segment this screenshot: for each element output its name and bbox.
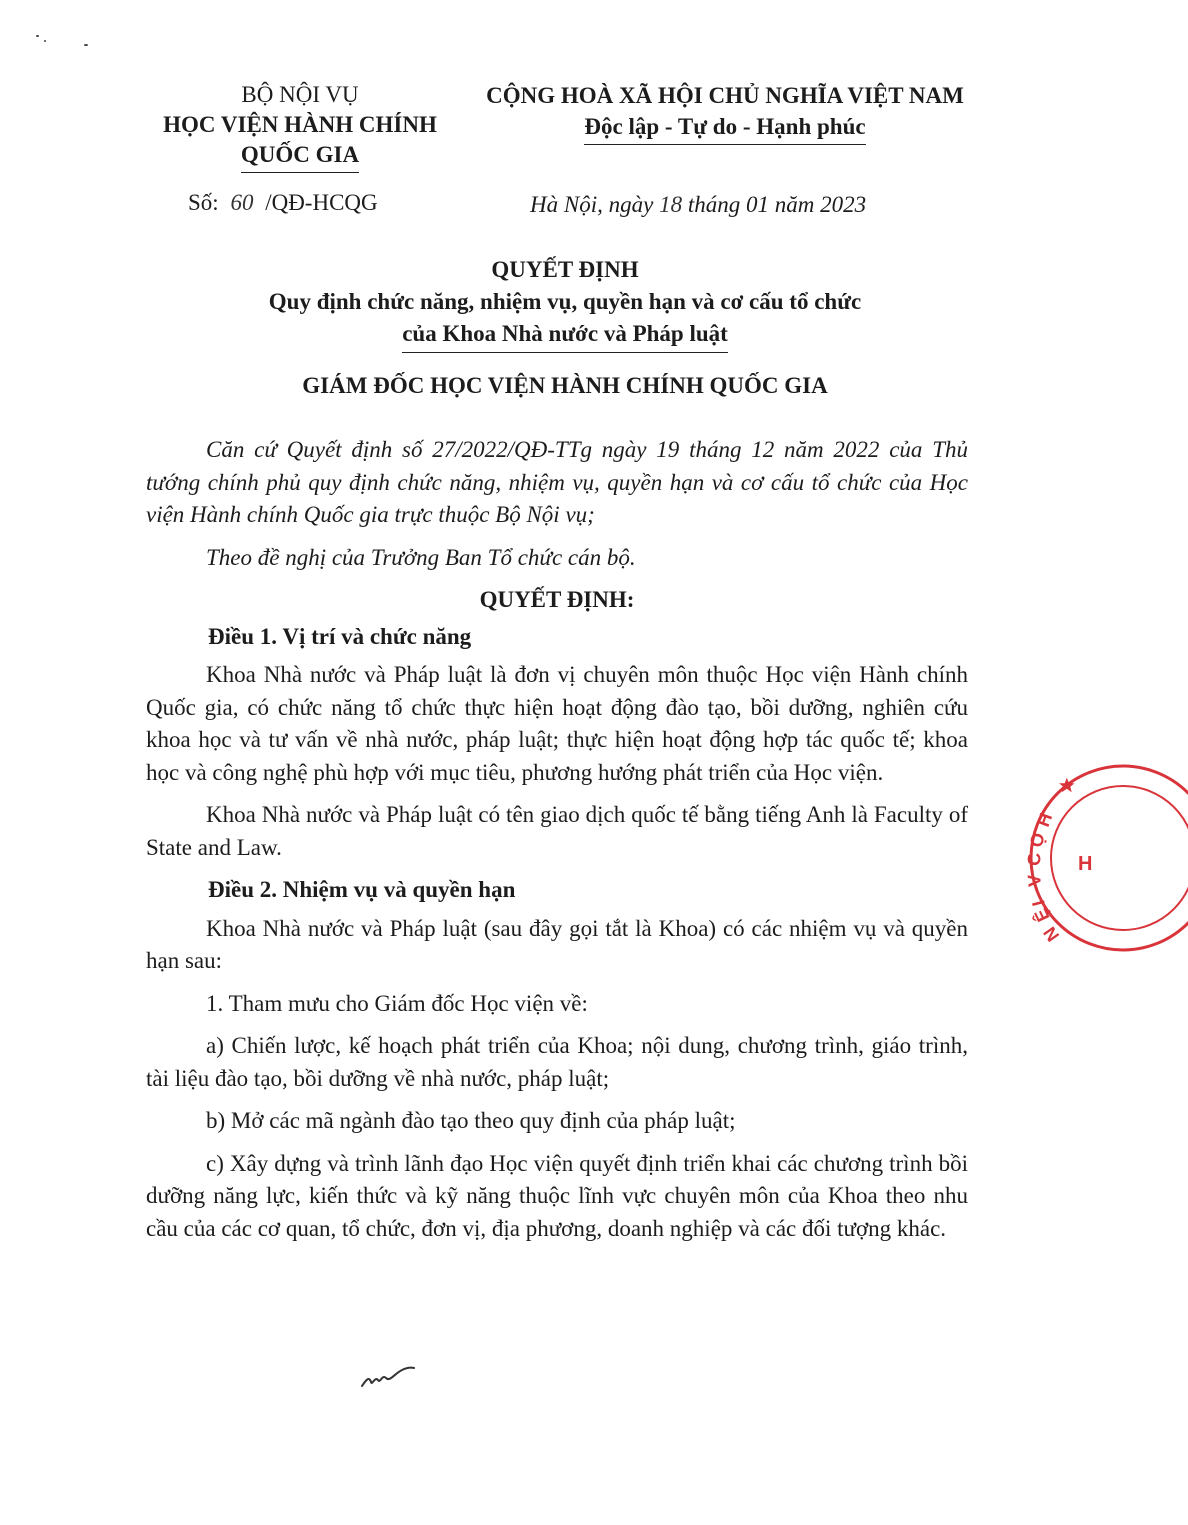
document-body bbox=[146, 434, 968, 1255]
handwritten-day: 18 bbox=[659, 192, 683, 217]
document-number-prefix: Số: bbox=[188, 190, 219, 215]
document-type: QUYẾT ĐỊNH bbox=[491, 257, 639, 282]
article-1-paragraph: Khoa Nhà nước và Pháp luật có tên giao dịch quốc tế bằng tiếng Anh là Faculty of State and Law. bbox=[146, 802, 968, 860]
scan-speck bbox=[84, 44, 88, 46]
issue-date bbox=[530, 192, 866, 218]
issuing-agency-block bbox=[140, 80, 460, 173]
svg-text:Ọ: Ọ bbox=[1026, 831, 1049, 849]
article-2-intro: Khoa Nhà nước và Pháp luật (sau đây gọi tắt là Khoa) có các nhiệm vụ và quyền hạn sau: bbox=[146, 915, 968, 973]
decision-heading: QUYẾT ĐỊNH: bbox=[479, 587, 635, 612]
svg-text:H: H bbox=[1078, 853, 1093, 875]
institution-name-line1: HỌC VIỆN HÀNH CHÍNH bbox=[163, 112, 437, 137]
svg-text:I: I bbox=[1028, 898, 1049, 909]
article-1-paragraph: Khoa Nhà nước và Pháp luật là đơn vị chuyên môn thuộc Học viện Hành chính Quốc gia, có chức năng tổ chức thực hiện hoạt động đào tạo, bồi dưỡng, nghiên cứu khoa học và tư vấn về nhà nước, pháp luật; thực hiện hoạt động hợp tác quốc tế; khoa học và công nghệ phù hợp với mục tiêu, phương hướng phát triển của Học viện. bbox=[146, 662, 968, 785]
date-prefix: Hà Nội, ngày bbox=[530, 192, 654, 217]
document-number-suffix: /QĐ-HCQG bbox=[265, 190, 378, 215]
article-2-item-c: c) Xây dựng và trình lãnh đạo Học viện quyết định triển khai các chương trình bồi dưỡng năng lực, kiến thức và kỹ năng thuộc lĩnh vực chuyên môn của Khoa theo nhu cầu của các cơ quan, tổ chức, đơn vị, địa phương, doanh nghiệp và các đối tượng khác. bbox=[146, 1150, 968, 1241]
legal-basis: Căn cứ Quyết định số 27/2022/QĐ-TTg ngày 19 tháng 12 năm 2022 của Thủ tướng chính phủ quy định chức năng, nhiệm vụ, quyền hạn và cơ cấu tổ chức của Học viện Hành chính Quốc gia trực thuộc Bộ Nội vụ; bbox=[146, 437, 968, 527]
article-2-item-a: a) Chiến lược, kế hoạch phát triển của Khoa; nội dung, chương trình, giáo trình, tài liệu đào tạo, bồi dưỡng về nhà nước, pháp luật; bbox=[146, 1033, 968, 1091]
institution-name-line2: QUỐC GIA bbox=[241, 140, 359, 173]
document-number bbox=[188, 190, 378, 216]
svg-text:V: V bbox=[1024, 873, 1045, 888]
handwritten-number: 60 bbox=[230, 190, 254, 215]
republic-name: CỘNG HOÀ XÃ HỘI CHỦ NGHĨA VIỆT NAM bbox=[486, 83, 964, 108]
proposal-basis: Theo đề nghị của Trưởng Ban Tổ chức cán bộ. bbox=[206, 544, 636, 570]
article-2-item-1: 1. Tham mưu cho Giám đốc Học viện về: bbox=[206, 990, 588, 1016]
national-header-block bbox=[470, 80, 980, 145]
subject-line-1: Quy định chức năng, nhiệm vụ, quyền hạn và cơ cấu tổ chức bbox=[268, 289, 862, 314]
scan-speck bbox=[36, 35, 39, 37]
issuer-title: GIÁM ĐỐC HỌC VIỆN HÀNH CHÍNH QUỐC GIA bbox=[302, 373, 828, 398]
svg-text:H: H bbox=[1032, 810, 1057, 830]
official-seal bbox=[1024, 758, 1188, 958]
document-title bbox=[100, 254, 1030, 353]
ministry-name: BỘ NỘI VỤ bbox=[241, 82, 359, 107]
national-motto: Độc lập - Tự do - Hạnh phúc bbox=[584, 111, 865, 145]
article-2-heading: Điều 2. Nhiệm vụ và quyền hạn bbox=[208, 877, 516, 902]
svg-text:N: N bbox=[1039, 923, 1064, 946]
article-1-heading: Điều 1. Vị trí và chức năng bbox=[208, 623, 472, 649]
article-2-item-b: b) Mở các mã ngành đào tạo theo quy định của pháp luật; bbox=[206, 1108, 736, 1133]
date-suffix: tháng 01 năm 2023 bbox=[687, 192, 867, 217]
subject-line-2: của Khoa Nhà nước và Pháp luật bbox=[402, 318, 728, 353]
scan-speck bbox=[44, 40, 46, 42]
svg-text:Ệ: Ệ bbox=[1030, 905, 1054, 925]
initial-mark bbox=[360, 1362, 416, 1392]
svg-text:C: C bbox=[1024, 852, 1045, 867]
